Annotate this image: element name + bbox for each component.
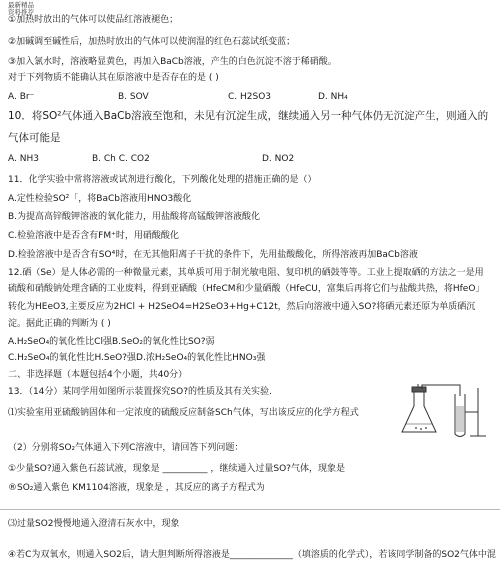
delivery-tube <box>422 385 460 396</box>
q9-option-a: A. Br⁻ <box>8 92 35 102</box>
brand-line-2: 资料推荐 <box>8 8 34 16</box>
q13-part-1: ⑴实验室用亚硫酸钠固体和一定浓度的硫酸反应制备SCh气体，写出该反应的化学方程式 <box>8 408 359 418</box>
flask-stopper <box>412 387 426 392</box>
q11-option-d: D.检验溶液中是否含有SO⁴时，在无其他阳离子干扰的条件下，先用盐酸酸化，所得溶液再加BaCb溶液 <box>8 250 418 260</box>
solid-granule <box>420 428 422 430</box>
question-13-stem: 13．（14分）某同学用如图所示装置探究SO?的性质及其有关实验. <box>8 387 272 397</box>
q13-part-2-item-2: ®SO₂通入紫色 KM1104溶液，现象是 ，其反应的离子方程式为 <box>8 483 265 493</box>
apparatus-diagram <box>398 384 488 440</box>
question-12-stem-4: 淀。据此正确的判断为 ( ) <box>8 319 111 329</box>
q10-option-bc: B. Ch C. CO2 <box>92 154 150 164</box>
q13-part-2: （2）分别将SO₂气体通入下列C溶液中，请回答下列问题： <box>8 443 244 453</box>
brand-line-1: 最新精品 <box>8 1 34 9</box>
question-12-stem: 12.硒（Se）是人体必需的一种微量元素，其单质可用于制光敏电阻、复印机的硒鼓等等。工业上提取硒的方法之一是用 <box>8 268 484 278</box>
question-10-stem: 10．将SO²气体通入BaCb溶液至饱和，未见有沉淀生成，继续通入另一种气体仍无沉淀产生，则通入的 <box>8 110 489 122</box>
test-tube-solution <box>456 406 464 432</box>
section-2-heading: 二、非选择题（本题包括4个小题，共40分） <box>8 370 188 380</box>
q11-option-c: C.检验溶液中是否含有FM⁺时，用硝酸酸化 <box>8 231 179 241</box>
q10-option-d: D. NO2 <box>262 154 295 164</box>
q9-option-c: C. H2SO3 <box>228 92 272 102</box>
question-12-stem-3: 转化为HEeO3,主要反应为2HCl + H2SeO4=H2SeO3+Hg+C12t，然后向溶液中通入SO?将硒元素还原为单质硒沉 <box>8 302 476 312</box>
q9-option-d: D. NH₄ <box>318 92 348 102</box>
question-12-stem-2: 硫酸和硝酸钠处理含硒的工业废料，得到亚硒酸（HfeCM和少量硒酸（HfeCU，富集后再将它们与盐酸共热，将HfeO」 <box>8 284 485 294</box>
q11-option-a: A.定性检验SO²「，将BaCb溶液用HNO3酸化 <box>8 194 192 204</box>
q11-option-b: B.为提高高锌酸钾溶液的氧化能力，用盐酸将高锰酸钾溶液酸化 <box>8 212 261 222</box>
question-9-stem: 对于下列物质不能确认其在原溶液中是否存在的是 ( ) <box>8 73 219 83</box>
item-1-line: ①加热时放出的气体可以使品红溶液褪色； <box>8 15 179 25</box>
item-2-line: ②加碱调至碱性后，加热时放出的气体可以使润湿的红色石蕊试纸变蓝； <box>8 37 296 47</box>
page-break-rule <box>0 509 500 510</box>
solid-granule <box>425 427 427 429</box>
q13-part-3: ⑶过量SO2慢慢地通入澄清石灰水中，现象 <box>8 519 180 529</box>
q13-part-4: ④若C为双氧水，则通入SO2后，请大胆判断所得溶液是______________（填溶质的化学式），若该同学制备的SO2气体中混 <box>8 550 496 560</box>
q10-option-a: A. NH3 <box>8 154 39 164</box>
q12-options-cd: C.H₂SeO₄的氧化性比H.SeO?强D.浓H₂SeO₄的氧化性比HNO₃强 <box>8 353 266 363</box>
q9-option-b: B. SOV <box>118 92 149 102</box>
question-11-stem: 11．化学实验中常将溶液或试剂进行酸化，下列酸化处理的措施正确的是（） <box>8 175 317 185</box>
conical-flask <box>402 390 436 432</box>
item-3-line: ③加入氯水时，溶液略显黄色，再加入BaCb溶液，产生的白色沉淀不溶于稀硝酸。 <box>8 57 337 67</box>
solid-granule <box>415 427 417 429</box>
q12-options-ab: A.H₂SeO₄的氧化性比Cl强B.SeO₂的氧化性比SO?弱 <box>8 337 215 347</box>
q13-part-2-item-1: ①少量SO?通入紫色石蕊试液，现象是 __________ ，继续通入过量SO?气体，现象是 <box>8 464 345 474</box>
question-10-stem-cont: 气体可能是 <box>8 132 61 144</box>
clamp-stand <box>465 388 486 436</box>
